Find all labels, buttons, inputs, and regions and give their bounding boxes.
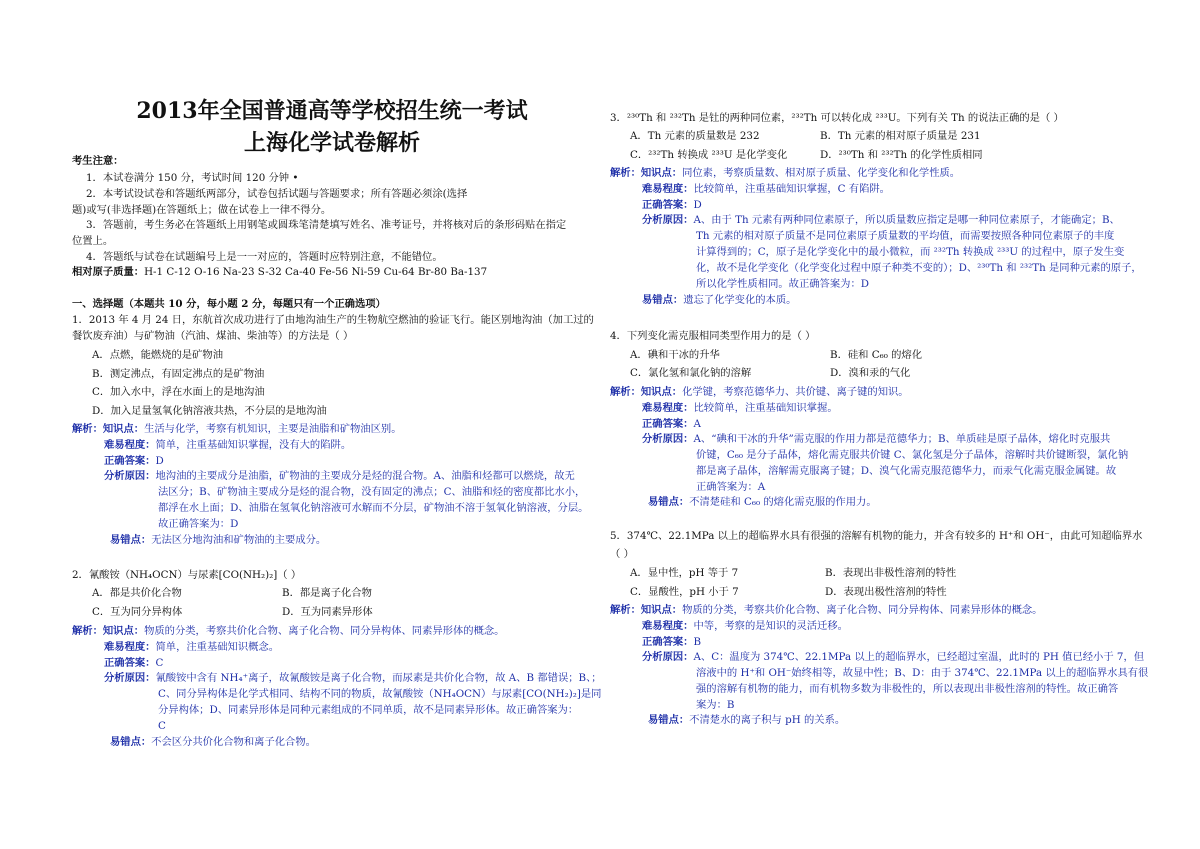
q4-option-c: C．氯化氢和氯化钠的溶解: [630, 367, 752, 379]
q1-reason-2: 法区分；B、矿物油主要成分是烃的混合物，没有固定的沸点；C、油脂和烃的密度都比水小，: [158, 486, 586, 498]
section-heading: 一、选择题（本题共 10 分，每小题 2 分，每题只有一个正确选项）: [72, 298, 386, 310]
q2-mistake-text: 不会区分共价化合物和离子化合物。: [151, 736, 316, 748]
q5-difficulty-label: 难易程度：: [642, 620, 694, 632]
q1-difficulty: [104, 437, 351, 453]
q3-option-a: A．Th 元素的质量数是 232: [630, 130, 760, 142]
q2-difficulty-text: 简单，注重基础知识概念。: [155, 641, 280, 653]
q3-answer-text: D: [693, 199, 702, 211]
q5-stem-2: （ ）: [610, 548, 634, 560]
note-2a: 2．本考试设试卷和答题纸两部分，试卷包括试题与答题要求；所有答题必须涂(选择: [86, 188, 468, 200]
q1-knowledge: [72, 421, 402, 437]
q4-option-a: A．碘和干冰的升华: [630, 349, 720, 361]
note-2b: 题)或写(非选择题)在答题纸上；做在试卷上一律不得分。: [72, 204, 332, 216]
q1-mistake: [110, 532, 326, 548]
q5-mistake-label: 易错点：: [648, 714, 690, 726]
q4-stem: 4．下列变化需克服相同类型作用力的是（ ）: [610, 330, 816, 342]
q1-mistake-label: 易错点：: [110, 534, 152, 546]
q4-analysis-label: 解析：: [610, 386, 641, 398]
q3-reason-2: Th 元素的相对原子质量不是同位素原子质量数的平均值，而需要按照各种同位素原子的丰度: [696, 230, 1115, 242]
q3-analysis-label: 解析：: [610, 167, 641, 179]
q5-difficulty: [642, 618, 848, 634]
q2-reason: [104, 670, 602, 686]
q1-stem-1: 1．2013 年 4 月 24 日，东航首次成功进行了由地沟油生产的生物航空燃油的验证飞行。能区别地沟油（加工过的: [72, 314, 594, 326]
q2-option-a: A．都是共价化合物: [92, 587, 182, 599]
q4-mistake: [648, 494, 877, 510]
q1-answer-text: D: [155, 455, 164, 467]
q2-difficulty: [104, 639, 279, 655]
q5-stem-1: 5．374℃、22.1MPa 以上的超临界水具有很强的溶解有机物的能力，并含有较多的 H⁺和 OH⁻，由此可知超临界水: [610, 530, 1143, 542]
q3-difficulty-text: 比较简单，注重基础知识掌握，C 有陷阱。: [693, 183, 890, 195]
q3-reason-3: 计算得到的；C，原子是化学变化中的最小微粒，而 ²³²Th 转换成 ²³³U 的过程中，原子发生变: [696, 246, 1125, 258]
q1-reason-label: 分析原因：: [104, 470, 156, 482]
q4-reason-2: 价键，C₆₀ 是分子晶体，熔化需克服共价键 C、氯化氢是分子晶体，溶解时共价键断裂，氯化钠: [696, 449, 1129, 461]
q1-option-b: B．测定沸点，有固定沸点的是矿物油: [92, 368, 265, 380]
q2-option-d: D．互为同素异形体: [282, 606, 373, 618]
q3-option-d: D．²³⁰Th 和 ²³²Th 的化学性质相同: [820, 149, 983, 161]
q3-option-c: C．²³²Th 转换成 ²³³U 是化学变化: [630, 149, 788, 161]
q1-knowledge-text: 生活与化学，考察有机知识，主要是油脂和矿物油区别。: [144, 423, 402, 435]
q5-reason-4: 案为：B: [696, 699, 735, 711]
q4-difficulty-label: 难易程度：: [642, 402, 694, 414]
q1-mistake-text: 无法区分地沟油和矿物油的主要成分。: [151, 534, 327, 546]
q3-answer: [642, 197, 702, 213]
q3-answer-label: 正确答案：: [642, 199, 694, 211]
q4-difficulty: [642, 400, 838, 416]
q2-option-c: C．互为同分异构体: [92, 606, 183, 618]
q5-answer-text: B: [693, 636, 702, 648]
atomic-mass-label: 相对原子质量：: [72, 266, 145, 278]
q2-analysis-label: 解析：: [72, 625, 103, 637]
q1-difficulty-text: 简单，注重基础知识掌握，没有大的陷阱。: [155, 439, 352, 451]
q3-option-b: B．Th 元素的相对原子质量是 231: [820, 130, 981, 142]
q2-mistake: [110, 734, 316, 750]
q3-reason: [642, 212, 1120, 228]
q4-option-d: D．溴和汞的气化: [830, 367, 911, 379]
q4-answer: [642, 416, 701, 432]
q5-reason-2: 溶液中的 H⁺和 OH⁻始终相等，故显中性；B、D：由于 374℃、22.1MPa 以上的超临界水具有很: [696, 667, 1149, 679]
q2-answer-text: C: [155, 657, 164, 669]
q2-knowledge: [72, 623, 504, 639]
q3-reason-5: 所以化学性质相同。故正确答案为：D: [696, 278, 870, 290]
q5-knowledge: [610, 602, 1042, 618]
q4-reason-3: 都是离子晶体，溶解需克服离子键；D、溴气化需克服范德华力，而汞气化需克服金属键。故: [696, 465, 1117, 477]
q5-analysis-label: 解析：: [610, 604, 641, 616]
q2-reason-4: C: [158, 720, 166, 732]
q3-knowledge: [610, 165, 960, 181]
q1-reason-4: 故正确答案为：D: [158, 518, 239, 530]
note-1: 1．本试卷满分 150 分，考试时间 120 分钟 •: [86, 172, 299, 184]
atomic-mass-line: [72, 264, 487, 280]
q3-knowledge-text: 同位素，考察质量数、相对原子质量、化学变化和化学性质。: [682, 167, 961, 179]
q5-reason-label: 分析原因：: [642, 651, 694, 663]
q4-mistake-label: 易错点：: [648, 496, 690, 508]
q2-difficulty-label: 难易程度：: [104, 641, 156, 653]
note-3a: 3．答题前，考生务必在答题纸上用钢笔或圆珠笔清楚填写姓名、准考证号，并将核对后的条形码贴在指定: [86, 219, 567, 231]
q2-knowledge-text: 物质的分类，考察共价化合物、离子化合物、同分异构体、同素异形体的概念。: [144, 625, 505, 637]
q2-reason-3: 分异构体；D、同素异形体是同种元素组成的不同单质，故不是同素异形体。故正确答案为：: [158, 704, 579, 716]
q5-reason-1: A、C：温度为 374℃、22.1MPa 以上的超临界水，已经超过室温，此时的 PH 值已经小于 7，但: [693, 651, 1145, 663]
note-3b: 位置上。: [72, 235, 114, 247]
q5-answer-label: 正确答案：: [642, 636, 694, 648]
q4-knowledge: [610, 384, 909, 400]
q1-reason-1: 地沟油的主要成分是油脂，矿物油的主要成分是烃的混合物。A、油脂和烃都可以燃烧，故无: [155, 470, 575, 482]
q4-mistake-text: 不清楚硅和 C₆₀ 的熔化需克服的作用力。: [689, 496, 877, 508]
q2-mistake-label: 易错点：: [110, 736, 152, 748]
atomic-mass-values: H-1 C-12 O-16 Na-23 S-32 Ca-40 Fe-56 Ni-59 Cu-64 Br-80 Ba-137: [144, 266, 488, 278]
q2-reason-1: 氰酸铵中含有 NH₄⁺离子，故氰酸铵是离子化合物，而尿素是共价化合物，故 A、B 都错误；B、；: [155, 672, 602, 684]
q1-option-d: D．加入足量氢氧化钠溶液共热，不分层的是地沟油: [92, 405, 327, 417]
q1-answer-label: 正确答案：: [104, 455, 156, 467]
q1-difficulty-label: 难易程度：: [104, 439, 156, 451]
q4-reason-label: 分析原因：: [642, 433, 694, 445]
q4-reason: [642, 431, 1110, 447]
page-subtitle: 上海化学试卷解析: [243, 130, 420, 156]
q3-mistake-label: 易错点：: [642, 294, 684, 306]
q2-reason-2: C、同分异构体是化学式相同、结构不同的物质，故氰酸铵（NH₄OCN）与尿素[CO(NH₂)₂]是同: [158, 688, 602, 700]
q4-answer-label: 正确答案：: [642, 418, 694, 430]
q4-difficulty-text: 比较简单，注重基础知识掌握。: [693, 402, 838, 414]
q3-reason-1: A、由于 Th 元素有两种同位素原子，所以质量数应指定是哪一种同位素原子，才能确定；B、: [693, 214, 1120, 226]
q3-stem: 3．²³⁰Th 和 ²³²Th 是钍的两种同位素，²³²Th 可以转化成 ²³³U。下列有关 Th 的说法正确的是（ ）: [610, 112, 1064, 124]
note-4: 4．答题纸与试卷在试题编号上是一一对应的，答题时应特别注意，不能错位。: [86, 251, 443, 263]
q5-knowledge-label: 知识点：: [640, 604, 683, 616]
q4-option-b: B．硅和 C₆₀ 的熔化: [830, 349, 923, 361]
q4-reason-4: 正确答案为：A: [696, 481, 766, 493]
q3-mistake: [642, 292, 796, 308]
q2-stem: 2．氰酸铵（NH₄OCN）与尿素[CO(NH₂)₂]（ ）: [72, 569, 302, 581]
q1-reason: [104, 468, 575, 484]
q5-reason-3: 强的溶解有机物的能力，而有机物多数为非极性的，所以表现出非极性溶剂的特性。故正确答: [696, 683, 1119, 695]
q3-difficulty: [642, 181, 890, 197]
q2-option-b: B．都是离子化合物: [282, 587, 372, 599]
q2-reason-label: 分析原因：: [104, 672, 156, 684]
q4-knowledge-label: 知识点：: [640, 386, 683, 398]
q1-knowledge-label: 知识点：: [102, 423, 145, 435]
q1-answer: [104, 453, 164, 469]
q3-mistake-text: 遗忘了化学变化的本质。: [683, 294, 797, 306]
q3-reason-label: 分析原因：: [642, 214, 694, 226]
notes-heading: 考生注意：: [72, 155, 124, 167]
q5-option-a: A．显中性，pH 等于 7: [630, 567, 739, 579]
q1-reason-3: 都浮在水上面；D、油脂在氢氧化钠溶液可水解而不分层，矿物油不溶于氢氧化钠溶液，分层。: [158, 502, 589, 514]
q5-mistake-text: 不清楚水的离子积与 pH 的关系。: [689, 714, 846, 726]
q2-answer: [104, 655, 163, 671]
q4-reason-1: A、“碘和干冰的升华”需克服的作用力都是范德华力；B、单质硅是原子晶体，熔化时克服共: [693, 433, 1111, 445]
q4-answer-text: A: [693, 418, 701, 430]
q2-knowledge-label: 知识点：: [102, 625, 145, 637]
q1-analysis-label: 解析：: [72, 423, 103, 435]
q5-knowledge-text: 物质的分类，考察共价化合物、离子化合物、同分异构体、同素异形体的概念。: [682, 604, 1043, 616]
page-title: 2013年全国普通高等学校招生统一考试: [136, 98, 528, 124]
q1-option-c: C．加入水中，浮在水面上的是地沟油: [92, 386, 265, 398]
q5-option-d: D．表现出极性溶剂的特性: [825, 586, 947, 598]
q5-difficulty-text: 中等，考察的是知识的灵活迁移。: [693, 620, 848, 632]
q4-knowledge-text: 化学键，考察范德华力、共价键、离子键的知识。: [682, 386, 909, 398]
q1-option-a: A．点燃，能燃烧的是矿物油: [92, 349, 223, 361]
q3-difficulty-label: 难易程度：: [642, 183, 694, 195]
q5-answer: [642, 634, 701, 650]
q1-stem-2: 餐饮废弃油）与矿物油（汽油、煤油、柴油等）的方法是（ ）: [72, 330, 354, 342]
q3-reason-4: 化，故不是化学变化（化学变化过程中原子种类不变的）；D、²³⁰Th 和 ²³²Th 是同种元素的原子，: [696, 262, 1142, 274]
q5-option-b: B．表现出非极性溶剂的特性: [825, 567, 957, 579]
q5-mistake: [648, 712, 845, 728]
q5-reason: [642, 649, 1144, 665]
q5-option-c: C．显酸性，pH 小于 7: [630, 586, 739, 598]
q3-knowledge-label: 知识点：: [640, 167, 683, 179]
q2-answer-label: 正确答案：: [104, 657, 156, 669]
